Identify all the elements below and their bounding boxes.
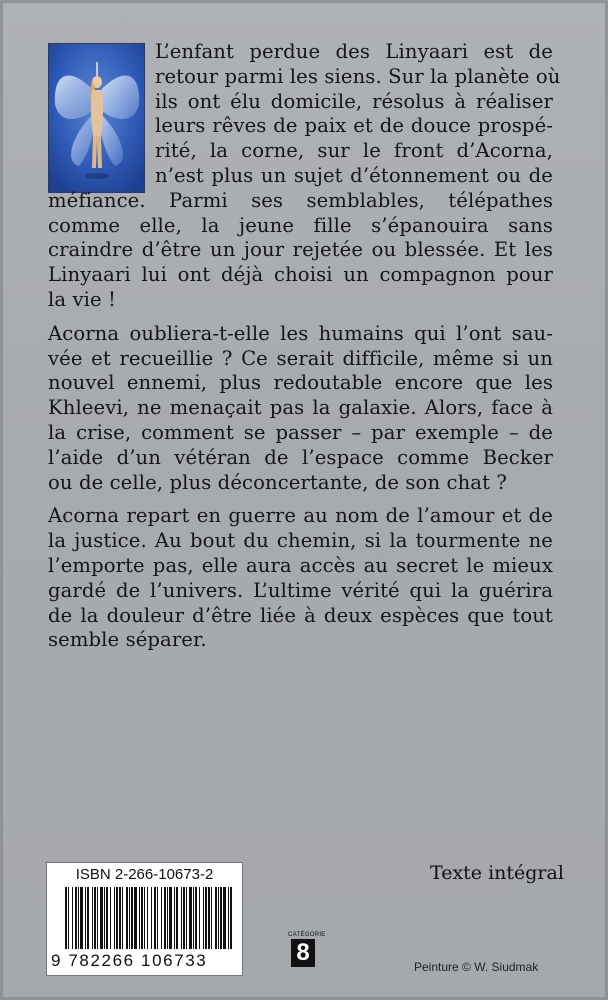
category-label: CATÉGORIE — [288, 932, 326, 938]
text-line: gardé de l’univers. L’ultime vérité qui la guérira — [48, 578, 553, 602]
text-line: Linyaari lui ont déjà choisi un compagnon pour — [48, 263, 553, 287]
text-line: rité, la corne, sur le front d’Acorna, — [155, 139, 553, 163]
barcode-icon — [65, 887, 235, 949]
isbn-number: ISBN 2-266-10673-2 — [75, 866, 214, 883]
illustration-credit: Peinture © W. Siudmak — [414, 960, 539, 974]
blurb-text — [48, 40, 561, 662]
text-line: L’enfant perdue des Linyaari est de — [155, 40, 553, 63]
blurb-paragraph-2 — [48, 322, 553, 496]
text-line: semble séparer. — [48, 628, 207, 652]
unabridged-label: Texte intégral — [430, 862, 564, 884]
text-line: Acorna oubliera-t-elle les humains qui l’ont sau- — [48, 321, 553, 345]
text-line: vée et recueillie ? Ce serait difficile, même si un — [48, 346, 553, 370]
text-line: Khleevi, ne menaçait pas la galaxie. Alors, face à — [48, 396, 553, 420]
text-line: la vie ! — [48, 287, 117, 311]
blurb-paragraph-3 — [48, 504, 553, 653]
text-line: la crise, comment se passer – par exemple – de — [48, 420, 553, 444]
text-line: comme elle, la jeune fille s’épanouira sans — [48, 213, 553, 237]
text-line: nouvel ennemi, plus redoutable encore que les — [48, 371, 553, 395]
text-line: l’emporte pas, elle aura accès au secret le mieux — [48, 553, 553, 577]
text-line: retour parmi les siens. Sur la planète où — [155, 64, 561, 88]
category-badge — [288, 932, 326, 967]
ean-number: 9 782266 106733 — [51, 951, 208, 970]
blurb-paragraph-1 — [48, 40, 561, 313]
text-line: méfiance. Parmi ses semblables, télépathes — [48, 188, 553, 212]
text-line: n’est plus un sujet d’étonnement ou de — [155, 163, 553, 187]
isbn-barcode-label — [46, 862, 243, 976]
text-line: craindre d’être un jour rejetée ou blessée. Et les — [48, 238, 553, 262]
text-line: leurs rêves de paix et de douce prospé- — [155, 114, 553, 138]
text-line: de la douleur d’être liée à deux espèces que tout — [48, 603, 553, 627]
text-line: l’aide d’un vétéran de l’espace comme Becker — [48, 445, 553, 469]
category-number: 8 — [291, 939, 315, 967]
text-line: ou de celle, plus déconcertante, de son chat ? — [48, 470, 507, 494]
text-line: Acorna repart en guerre au nom de l’amour et de — [48, 504, 553, 528]
text-line: ils ont élu domicile, résolus à réaliser — [155, 89, 553, 113]
text-line: la justice. Au bout du chemin, si la tourmente ne — [48, 529, 553, 553]
